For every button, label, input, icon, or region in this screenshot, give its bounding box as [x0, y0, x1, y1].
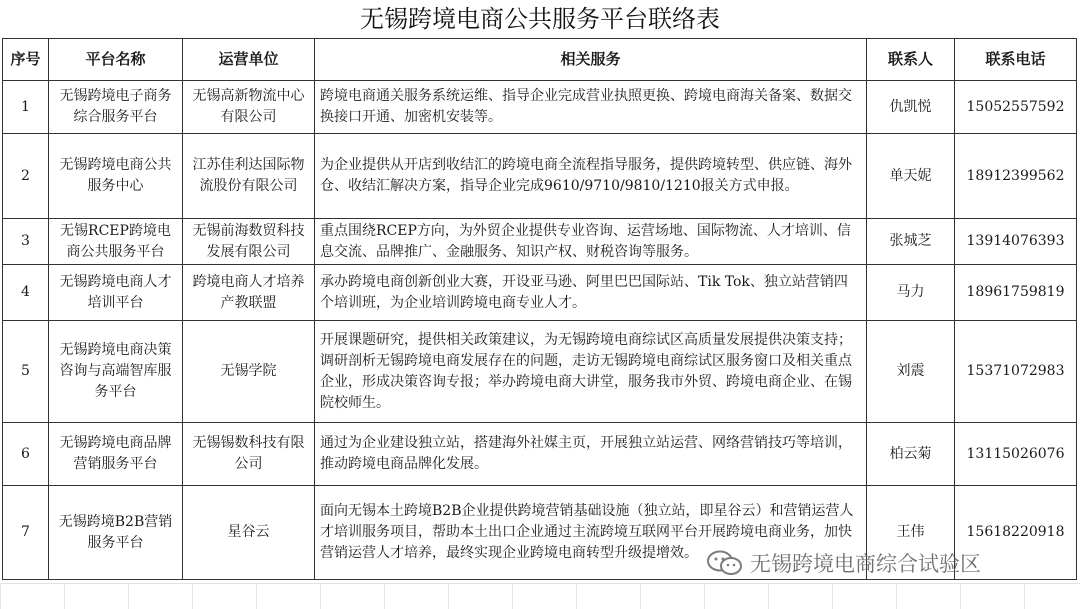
- table-row: [3, 219, 1077, 265]
- table-row: [3, 423, 1077, 486]
- row-no: 4: [3, 265, 49, 321]
- header-platform: 平台名称: [49, 39, 183, 81]
- row-platform: 无锡跨境电商决策咨询与高端智库服务平台: [49, 321, 183, 423]
- table-row: [3, 134, 1077, 219]
- row-no: 7: [3, 486, 49, 580]
- row-services: 开展课题研究，提供相关政策建议，为无锡跨境电商综试区高质量发展提供决策支持；调研剖析无锡跨境电商发展存在的问题，走访无锡跨境电商综试区服务窗口及相关重点企业，形成决策咨询专报；举办跨境电商大讲堂，服务我市外贸、跨境电商企业、在锡院校师生。: [315, 321, 867, 423]
- header-services: 相关服务: [315, 39, 867, 81]
- row-operator: 星谷云: [183, 486, 315, 580]
- row-operator: 无锡高新物流中心有限公司: [183, 81, 315, 134]
- row-phone: 13914076393: [955, 219, 1077, 265]
- row-platform: 无锡RCEP跨境电商公共服务平台: [49, 219, 183, 265]
- row-no: 5: [3, 321, 49, 423]
- watermark-text: 无锡跨境电商综合试验区: [750, 552, 981, 576]
- row-operator: 无锡锡数科技有限公司: [183, 423, 315, 486]
- row-no: 2: [3, 134, 49, 219]
- row-platform: 无锡跨境B2B营销服务平台: [49, 486, 183, 580]
- row-services: 承办跨境电商创新创业大赛，开设亚马逊、阿里巴巴国际站、Tik Tok、独立站营销四个培训班，为企业培训跨境电商专业人才。: [315, 265, 867, 321]
- row-no: 1: [3, 81, 49, 134]
- row-phone: 18961759819: [955, 265, 1077, 321]
- row-platform: 无锡跨境电商人才培训平台: [49, 265, 183, 321]
- row-no: 6: [3, 423, 49, 486]
- row-contact: 仇凯悦: [867, 81, 955, 134]
- row-services: 面向无锡本土跨境B2B企业提供跨境营销基础设施（独立站，即星谷云）和营销运营人才培训服务项目，帮助本土出口企业通过主流跨境互联网平台开展跨境电商业务，加快营销运营人才培养，最终实现企业跨境电商转型升级提增效。: [315, 486, 867, 580]
- header-no: 序号: [3, 39, 49, 81]
- spreadsheet-gridlines: [0, 583, 1080, 609]
- table-row: [3, 265, 1077, 321]
- row-operator: 无锡前海数贸科技发展有限公司: [183, 219, 315, 265]
- row-operator: 江苏佳利达国际物流股份有限公司: [183, 134, 315, 219]
- row-services: 重点围绕RCEP方向，为外贸企业提供专业咨询、运营场地、国际物流、人才培训、信息交流、品牌推广、金融服务、知识产权、财税咨询等服务。: [315, 219, 867, 265]
- row-phone: 18912399562: [955, 134, 1077, 219]
- row-operator: 跨境电商人才培养产教联盟: [183, 265, 315, 321]
- row-services: 跨境电商通关服务系统运维、指导企业完成营业执照更换、跨境电商海关备案、数据交换接口开通、加密机安装等。: [315, 81, 867, 134]
- row-contact: 王伟: [867, 486, 955, 580]
- table-row: [3, 321, 1077, 423]
- row-no: 3: [3, 219, 49, 265]
- row-phone: 15371072983: [955, 321, 1077, 423]
- contact-table: [2, 38, 1077, 580]
- row-services: 通过为企业建设独立站，搭建海外社媒主页，开展独立站运营、网络营销技巧等培训，推动跨境电商品牌化发展。: [315, 423, 867, 486]
- row-phone: 15052557592: [955, 81, 1077, 134]
- row-phone: 13115026076: [955, 423, 1077, 486]
- row-contact: 马力: [867, 265, 955, 321]
- wechat-watermark: [706, 549, 981, 577]
- row-contact: 张城芝: [867, 219, 955, 265]
- row-platform: 无锡跨境电子商务综合服务平台: [49, 81, 183, 134]
- row-operator: 无锡学院: [183, 321, 315, 423]
- wechat-icon: [706, 549, 744, 577]
- header-phone: 联系电话: [955, 39, 1077, 81]
- row-phone: 15618220918: [955, 486, 1077, 580]
- row-contact: 单天妮: [867, 134, 955, 219]
- row-platform: 无锡跨境电商公共服务中心: [49, 134, 183, 219]
- row-platform: 无锡跨境电商品牌营销服务平台: [49, 423, 183, 486]
- row-contact: 刘震: [867, 321, 955, 423]
- table-row: [3, 81, 1077, 134]
- header-operator: 运营单位: [183, 39, 315, 81]
- page-title: 无锡跨境电商公共服务平台联络表: [360, 5, 720, 33]
- row-services: 为企业提供从开店到收结汇的跨境电商全流程指导服务，提供跨境转型、供应链、海外仓、收结汇解决方案，指导企业完成9610/9710/9810/1210报关方式申报。: [315, 134, 867, 219]
- table-header-row: [3, 39, 1077, 81]
- header-contact: 联系人: [867, 39, 955, 81]
- row-contact: 柏云菊: [867, 423, 955, 486]
